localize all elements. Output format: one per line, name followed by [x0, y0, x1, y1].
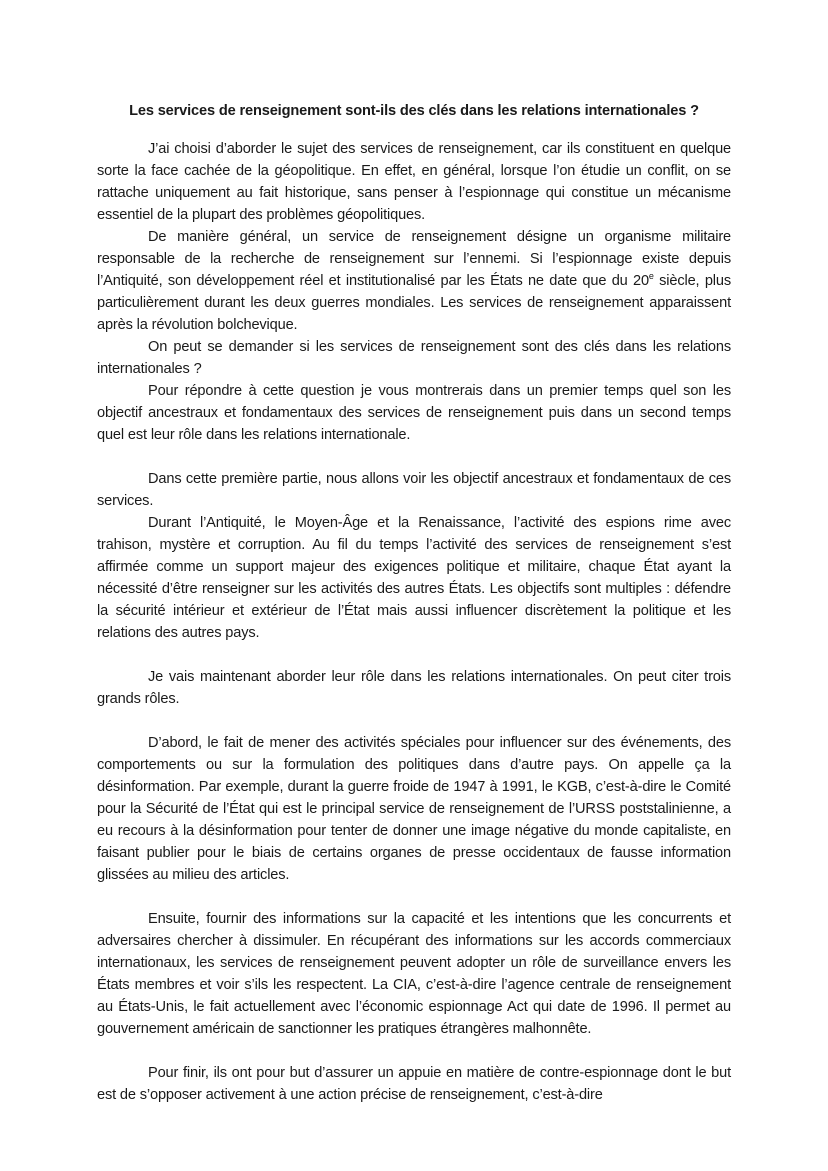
paragraph-role-information: Ensuite, fournir des informations sur la capacité et les intentions que les concurrents et adversaires chercher à dissimuler. En récupérant des informations sur les accords commerciaux internationaux, les services de renseignement peuvent adopter un rôle de surveillance envers les États membres et voir s’ils les respectent. La CIA, c’est-à-dire l’agence centrale de renseignement au États-Unis, le fait actuellement avec l’économic espionnage Act qui date de 1996. Il permet au gouvernement américain de sanctionner les pratiques étrangères malhonnête. [97, 911, 731, 1037]
paragraph-intro: J’ai choisi d’aborder le sujet des services de renseignement, car ils constituent en quelque sorte la face cachée de la géopolitique. En effet, en général, lorsque l’on étudie un conflit, on se rattache uniquement au fait historique, sans penser à l’espionnage qui constitue un mécanisme essentiel de la plupart des problèmes géopolitiques. [97, 141, 731, 223]
document-page [97, 100, 731, 1106]
spacer [97, 1040, 731, 1062]
paragraph-part2-intro: Je vais maintenant aborder leur rôle dans les relations internationales. On peut citer trois grands rôles. [97, 669, 731, 707]
document-title: Les services de renseignement sont-ils des clés dans les relations internationales ? [129, 103, 699, 119]
paragraph-plan: Pour répondre à cette question je vous montrerais dans un premier temps quel son les objectif ancestraux et fondamentaux des services de renseignement puis dans un second temps quel est leur rôle dans les relations internationale. [97, 383, 731, 443]
spacer [97, 446, 731, 468]
spacer [97, 886, 731, 908]
paragraph-part1-intro: Dans cette première partie, nous allons voir les objectif ancestraux et fondamentaux de ces services. [97, 471, 731, 509]
paragraph-definition-part2: siècle, plus particulièrement durant les deux guerres mondiales. Les services de renseignement apparaissent après la révolution bolchevique. [97, 273, 731, 333]
spacer [97, 644, 731, 666]
paragraph-definition-part1: De manière général, un service de renseignement désigne un organisme militaire responsable de la recherche de renseignement sur l’ennemi. Si l’espionnage existe depuis l’Antiquité, son développement réel et institutionalisé par les États ne date que du 20 [97, 229, 731, 289]
paragraph-role-disinformation: D’abord, le fait de mener des activités spéciales pour influencer sur des événements, des comportements ou sur la formulation des politiques dans d’autre pays. On appelle ça la désinformation. Par exemple, durant la guerre froide de 1947 à 1991, le KGB, c’est-à-dire le Comité pour la Sécurité de l’État qui est le principal service de renseignement de l’URSS poststalinienne, a eu recours à la désinformation pour tenter de donner une image négative du monde capitaliste, en faisant publier pour le biais de certains organes de presse occidentaux de fausse information glissées au milieu des articles. [97, 735, 731, 883]
paragraph-definition [97, 226, 731, 336]
spacer [97, 710, 731, 732]
ordinal-superscript: e [648, 271, 654, 282]
paragraph-problematic: On peut se demander si les services de renseignement sont des clés dans les relations internationales ? [97, 339, 731, 377]
paragraph-part1-history: Durant l’Antiquité, le Moyen-Âge et la Renaissance, l’activité des espions rime avec trahison, mystère et corruption. Au fil du temps l’activité des services de renseignement s’est affirmée comme un support majeur des exigences politique et militaire, chaque État ayant la nécessité d’être renseigner sur les activités des autres États. Les objectifs sont multiples : défendre la sécurité intérieur et extérieur de l’État mais aussi influencer discrètement la politique et les relations des autres pays. [97, 515, 731, 641]
paragraph-role-counterespionage: Pour finir, ils ont pour but d’assurer un appuie en matière de contre-espionnage dont le but est de s’opposer activement à une action précise de renseignement, c’est-à-dire [97, 1065, 731, 1103]
